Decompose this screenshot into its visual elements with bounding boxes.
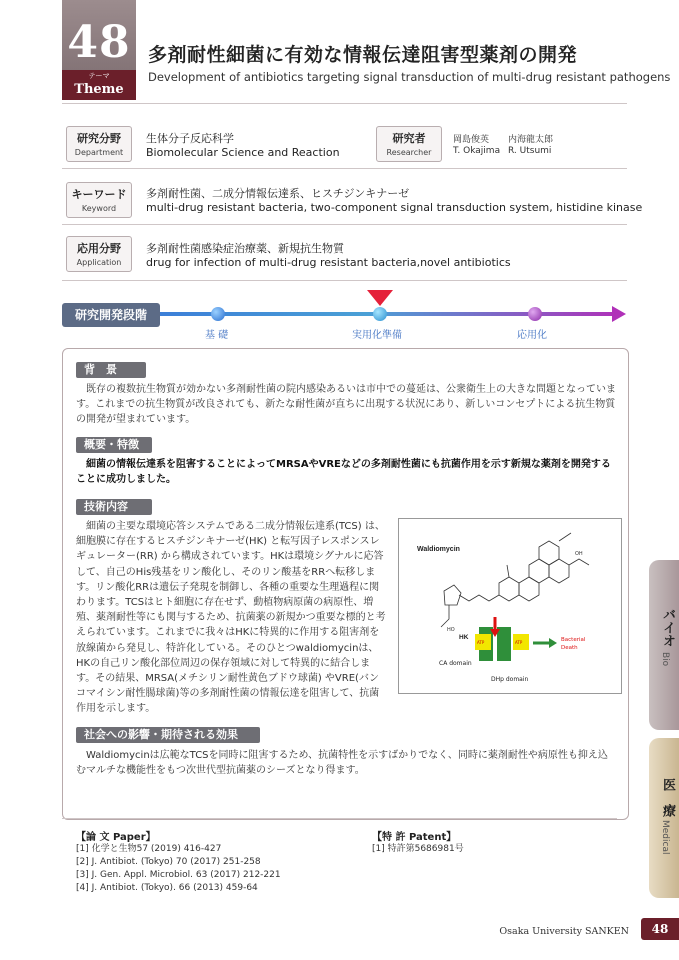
figure-death-label-2: Death <box>561 645 578 651</box>
application-label <box>66 236 132 272</box>
side-tab-medical-jp: 医 療 <box>660 778 675 817</box>
stage-progress-line <box>160 312 620 316</box>
side-tab-bio <box>649 560 679 730</box>
figure-dhp-label: DHp domain <box>491 676 529 683</box>
department-label-jp: 研究分野 <box>77 132 121 145</box>
paper-item: [4] J. Antibiot. (Tokyo). 66 (2013) 459-64 <box>76 883 258 893</box>
divider <box>62 280 627 281</box>
application-value-jp: 多剤耐性菌感染症治療薬、新規抗生物質 <box>146 242 344 255</box>
papers-heading: 【論 文 Paper】 <box>76 832 156 843</box>
stage-point-prep: 実用化準備 <box>352 330 402 341</box>
section-heading-technology: 技術内容 <box>76 499 152 515</box>
stage-label: 研究開発段階 <box>62 303 160 327</box>
stage-point-applied: 応用化 <box>517 330 547 341</box>
stage-dot-applied <box>528 307 542 321</box>
patents-heading: 【特 許 Patent】 <box>372 832 457 843</box>
side-tab-bio-en: Bio <box>660 652 670 667</box>
section-heading-background: 背 景 <box>76 362 146 378</box>
side-tab-bio-jp: バイオ <box>660 608 675 647</box>
department-value-en: Biomolecular Science and Reaction <box>146 146 340 159</box>
department-label-en: Department <box>74 148 124 157</box>
paper-item: [3] J. Gen. Appl. Microbiol. 63 (2017) 212-221 <box>76 870 281 880</box>
mechanism-diagram <box>399 519 621 693</box>
stage-current-marker-icon <box>367 290 393 306</box>
section-heading-impact: 社会への影響・期待される効果 <box>76 727 260 743</box>
divider <box>62 168 627 169</box>
summary-text: 細菌の情報伝達系を阻害することによってMRSAやVREなどの多剤耐性菌にも抗菌作用を示す新規な薬剤を開発することに成功しました。 <box>76 459 611 485</box>
atp-label-1: ATP <box>477 640 485 645</box>
stage-point-basic: 基 礎 <box>205 330 229 341</box>
application-label-jp: 応用分野 <box>77 242 121 255</box>
paper-item: [1] 化学と生物57 (2019) 416-427 <box>76 844 222 854</box>
patent-item: [1] 特許第5686981号 <box>372 844 464 854</box>
molecule-structure <box>441 533 589 627</box>
figure-death-label-1: Bacterial <box>561 637 586 643</box>
department-label <box>66 126 132 162</box>
keyword-value-jp: 多剤耐性菌、二成分情報伝達系、ヒスチジンキナーゼ <box>146 187 410 200</box>
divider <box>62 224 627 225</box>
keyword-label-en: Keyword <box>81 204 117 213</box>
researcher-label <box>376 126 442 162</box>
svg-text:HO: HO <box>447 627 455 633</box>
stage-arrow-head <box>612 306 626 322</box>
application-value-en: drug for infection of multi-drug resistant bacteria,novel antibiotics <box>146 256 511 269</box>
technology-text: 細菌の主要な環境応答システムである二成分情報伝達系(TCS) は、細胞膜に存在するヒスチジンキナーゼ(HK) と転写因子レスポンスレギュレーター(RR) から構成されています。HKは環境シグナルに応答して、自己のHis残基をリン酸化し、そのリン酸基をRRへ転移します。リン酸化RRは遺伝子発現を制御し、各種の重要な生理過程に関わります。TCSはヒト細胞に存在せず、動植物病原菌の病原性、増殖、薬剤耐性等にも関与するため、抗菌薬の新規かつ重要な標的と考えられています。これまでに我々はHKに特異的に作用する阻害剤を放線菌から発見し、特許化している。そのひとつwaldiomycinは、HKの自己リン酸化部位周辺の保存領域に対して特異的に結合します。その結果、MRSA(メチシリン耐性黄色ブドウ球菌) やVRE(バンコマイシン耐性腸球菌)等の多剤耐性菌の情報伝達を阻害して、抗菌作用を示します。 <box>76 521 386 715</box>
side-tab-medical-en: Medical <box>660 820 670 855</box>
side-tab-medical <box>649 738 679 898</box>
keyword-value-en: multi-drug resistant bacteria, two-component signal transduction system, histidine kinase <box>146 201 643 214</box>
researcher-name-2-en: R. Utsumi <box>508 146 552 156</box>
theme-number: 48 <box>67 17 131 68</box>
impact-text: Waldiomycinは広範なTCSを同時に阻害するため、抗菌特性を示すばかりでなく、同時に薬剤耐性や病原性も抑え込むマルチな機能性をもつ次世代型抗菌薬のシーズとなり得ます。 <box>76 750 608 776</box>
page-subtitle: Development of antibiotics targeting signal transduction of multi-drug resistant pathogens <box>148 70 671 84</box>
stage-dot-basic <box>211 307 225 321</box>
background-text: 既存の複数抗生物質が効かない多剤耐性菌の院内感染あるいは市中での蔓延は、公衆衛生上の大きな問題となっています。これまでの抗生物質が改良されても、新たな耐性菌が直ちに出現する状況にあり、新しいコンセプトによる抗生物質の開発が望まれています。 <box>76 384 616 425</box>
mechanism-figure <box>398 518 622 694</box>
divider <box>62 818 617 819</box>
section-heading-summary: 概要・特徴 <box>76 437 152 453</box>
atp-label-2: ATP <box>515 640 523 645</box>
researcher-name-1-jp: 岡島俊英 <box>453 135 490 145</box>
death-arrow-icon <box>549 638 557 648</box>
svg-text:OH: OH <box>575 551 583 557</box>
divider <box>62 103 627 104</box>
theme-en-label: Theme <box>74 82 124 97</box>
page-number: 48 <box>641 918 679 940</box>
figure-compound-label: Waldiomycin <box>417 546 460 553</box>
researcher-label-en: Researcher <box>386 148 432 157</box>
keyword-label-jp: キーワード <box>71 188 127 201</box>
figure-ca-label: CA domain <box>439 660 472 667</box>
page-title: 多剤耐性細菌に有効な情報伝達阻害型薬剤の開発 <box>148 44 578 66</box>
paper-item: [2] J. Antibiot. (Tokyo) 70 (2017) 251-258 <box>76 857 261 867</box>
researcher-label-jp: 研究者 <box>392 132 426 145</box>
theme-jp-label: テーマ <box>88 72 110 80</box>
stage-dot-prep <box>373 307 387 321</box>
researcher-name-2-jp: 内海龍太郎 <box>508 135 554 145</box>
footer-brand: Osaka University SANKEN <box>499 926 629 937</box>
keyword-label <box>66 182 132 218</box>
application-label-en: Application <box>76 258 122 267</box>
researcher-name-1-en: T. Okajima <box>453 146 501 156</box>
papers-list <box>76 843 281 895</box>
department-value-jp: 生体分子反応科学 <box>146 132 234 145</box>
dhp-helix-2 <box>497 627 511 661</box>
figure-hk-label: HK <box>459 634 469 641</box>
